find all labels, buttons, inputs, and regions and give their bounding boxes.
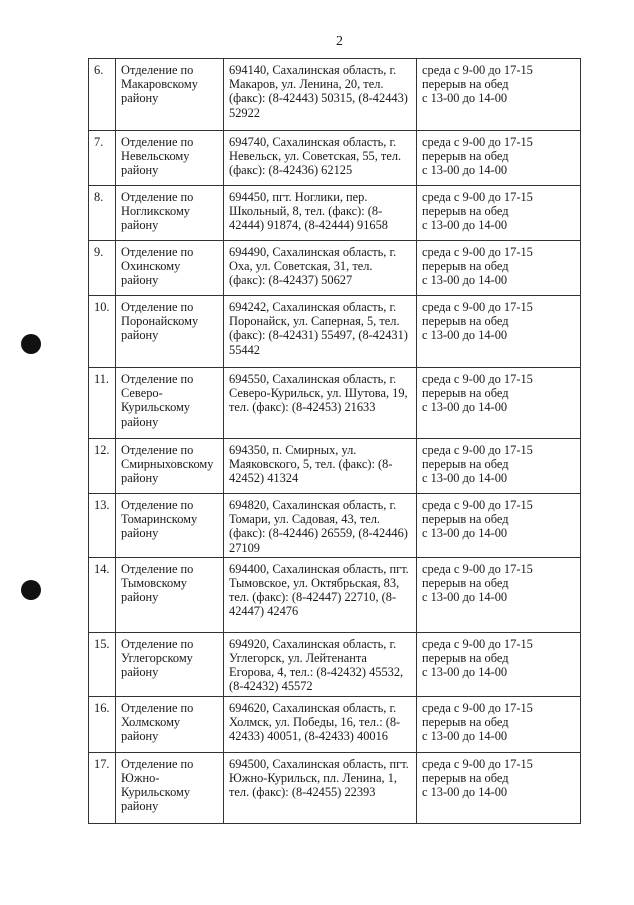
office-name: Отделение по Ногликскому району [116,186,224,241]
office-name: Отделение по Тымовскому району [116,557,224,632]
hours-line: с 13-00 до 14-00 [422,91,508,106]
row-number: 13. [89,494,116,558]
hours-line: с 13-00 до 14-00 [422,785,508,800]
office-name: Отделение по Макаровскому району [116,59,224,131]
table-row [89,186,581,241]
office-hours [417,494,581,558]
office-address: 694490, Сахалинская область, г. Оха, ул. Советская, 31, тел. (факс): (8-42437) 50627 [224,241,417,296]
hours-line: перерыв на обед [422,512,509,527]
hours-line: среда с 9-00 до 17-15 [422,372,533,386]
punch-hole-mark [21,334,41,354]
hours-line: перерыв на обед [422,149,509,164]
office-address: 694920, Сахалинская область, г. Углегорск, ул. Лейтенанта Егорова, 4, тел.: (8-42432) 45532, (8-42432) 45572 [224,632,417,696]
row-number: 14. [89,557,116,632]
hours-line: с 13-00 до 14-00 [422,218,508,233]
office-address: 694500, Сахалинская область, пгт. Южно-Курильск, пл. Ленина, 1, тел. (факс): (8-42455) 22393 [224,752,417,823]
row-number: 8. [89,186,116,241]
hours-line: с 13-00 до 14-00 [422,665,508,680]
office-name: Отделение по Северо-Курильскому району [116,368,224,439]
row-number: 12. [89,439,116,494]
hours-line: с 13-00 до 14-00 [422,163,508,178]
table-row [89,439,581,494]
office-name: Отделение по Поронайскому району [116,296,224,368]
row-number: 17. [89,752,116,823]
hours-line: перерыв на обед [422,386,509,401]
table-row [89,557,581,632]
office-name: Отделение по Охинскому району [116,241,224,296]
table-row [89,241,581,296]
hours-line: перерыв на обед [422,651,509,666]
office-address: 694820, Сахалинская область, г. Томари, ул. Садовая, 43, тел. (факс): (8-42446) 26559, (8-42446) 27109 [224,494,417,558]
table-row [89,59,581,131]
office-hours [417,752,581,823]
office-name: Отделение по Невельскому району [116,131,224,186]
office-name: Отделение по Южно-Курильскому району [116,752,224,823]
hours-line: перерыв на обед [422,259,509,274]
row-number: 6. [89,59,116,131]
office-address: 694740, Сахалинская область, г. Невельск, ул. Советская, 55, тел. (факс): (8-42436) 62125 [224,131,417,186]
office-hours [417,186,581,241]
hours-line: среда с 9-00 до 17-15 [422,498,533,512]
office-hours [417,131,581,186]
row-number: 15. [89,632,116,696]
office-address: 694400, Сахалинская область, пгт. Тымовское, ул. Октябрьская, 83, тел. (факс): (8-42447) 22710, (8-42447) 42476 [224,557,417,632]
office-hours [417,696,581,752]
table-row [89,131,581,186]
hours-line: перерыв на обед [422,314,509,329]
row-number: 16. [89,696,116,752]
hours-line: перерыв на обед [422,457,509,472]
office-address: 694450, пгт. Ноглики, пер. Школьный, 8, тел. (факс): (8-42444) 91874, (8-42444) 91658 [224,186,417,241]
hours-line: с 13-00 до 14-00 [422,273,508,288]
table-row [89,368,581,439]
office-hours [417,632,581,696]
table-row [89,632,581,696]
punch-hole-mark [21,580,41,600]
hours-line: с 13-00 до 14-00 [422,471,508,486]
office-hours [417,439,581,494]
table-row [89,696,581,752]
hours-line: с 13-00 до 14-00 [422,729,508,744]
hours-line: среда с 9-00 до 17-15 [422,190,533,204]
office-address: 694620, Сахалинская область, г. Холмск, ул. Победы, 16, тел.: (8-42433) 40051, (8-42433) 40016 [224,696,417,752]
table-row [89,752,581,823]
hours-line: с 13-00 до 14-00 [422,526,508,541]
office-hours [417,241,581,296]
office-name: Отделение по Томаринскому району [116,494,224,558]
office-hours [417,557,581,632]
row-number: 7. [89,131,116,186]
office-name: Отделение по Холмскому району [116,696,224,752]
hours-line: среда с 9-00 до 17-15 [422,63,533,77]
office-hours [417,368,581,439]
hours-line: среда с 9-00 до 17-15 [422,245,533,259]
hours-line: среда с 9-00 до 17-15 [422,636,533,651]
office-address: 694140, Сахалинская область, г. Макаров, ул. Ленина, 20, тел. (факс): (8-42443) 50315, (8-42443) 52922 [224,59,417,131]
office-hours [417,296,581,368]
row-number: 10. [89,296,116,368]
hours-line: среда с 9-00 до 17-15 [422,756,533,771]
table-row [89,494,581,558]
office-address: 694350, п. Смирных, ул. Маяковского, 5, тел. (факс): (8-42452) 41324 [224,439,417,494]
office-hours [417,59,581,131]
hours-line: перерыв на обед [422,576,509,591]
row-number: 11. [89,368,116,439]
hours-line: с 13-00 до 14-00 [422,590,508,605]
offices-table [88,58,581,824]
hours-line: перерыв на обед [422,771,509,786]
hours-line: среда с 9-00 до 17-15 [422,561,533,576]
hours-line: среда с 9-00 до 17-15 [422,300,533,314]
hours-line: среда с 9-00 до 17-15 [422,443,533,457]
office-name: Отделение по Смирныховскому району [116,439,224,494]
page-number: 2 [336,34,343,49]
row-number: 9. [89,241,116,296]
office-address: 694242, Сахалинская область, г. Поронайск, ул. Саперная, 5, тел. (факс): (8-42431) 55497, (8-42431) 55442 [224,296,417,368]
hours-line: перерыв на обед [422,715,509,730]
hours-line: перерыв на обед [422,204,509,219]
hours-line: с 13-00 до 14-00 [422,328,508,343]
office-address: 694550, Сахалинская область, г. Северо-Курильск, ул. Шутова, 19, тел. (факс): (8-42453) 21633 [224,368,417,439]
hours-line: среда с 9-00 до 17-15 [422,135,533,149]
table-row [89,296,581,368]
hours-line: с 13-00 до 14-00 [422,400,508,415]
hours-line: среда с 9-00 до 17-15 [422,700,533,715]
hours-line: перерыв на обед [422,77,509,92]
office-name: Отделение по Углегорскому району [116,632,224,696]
